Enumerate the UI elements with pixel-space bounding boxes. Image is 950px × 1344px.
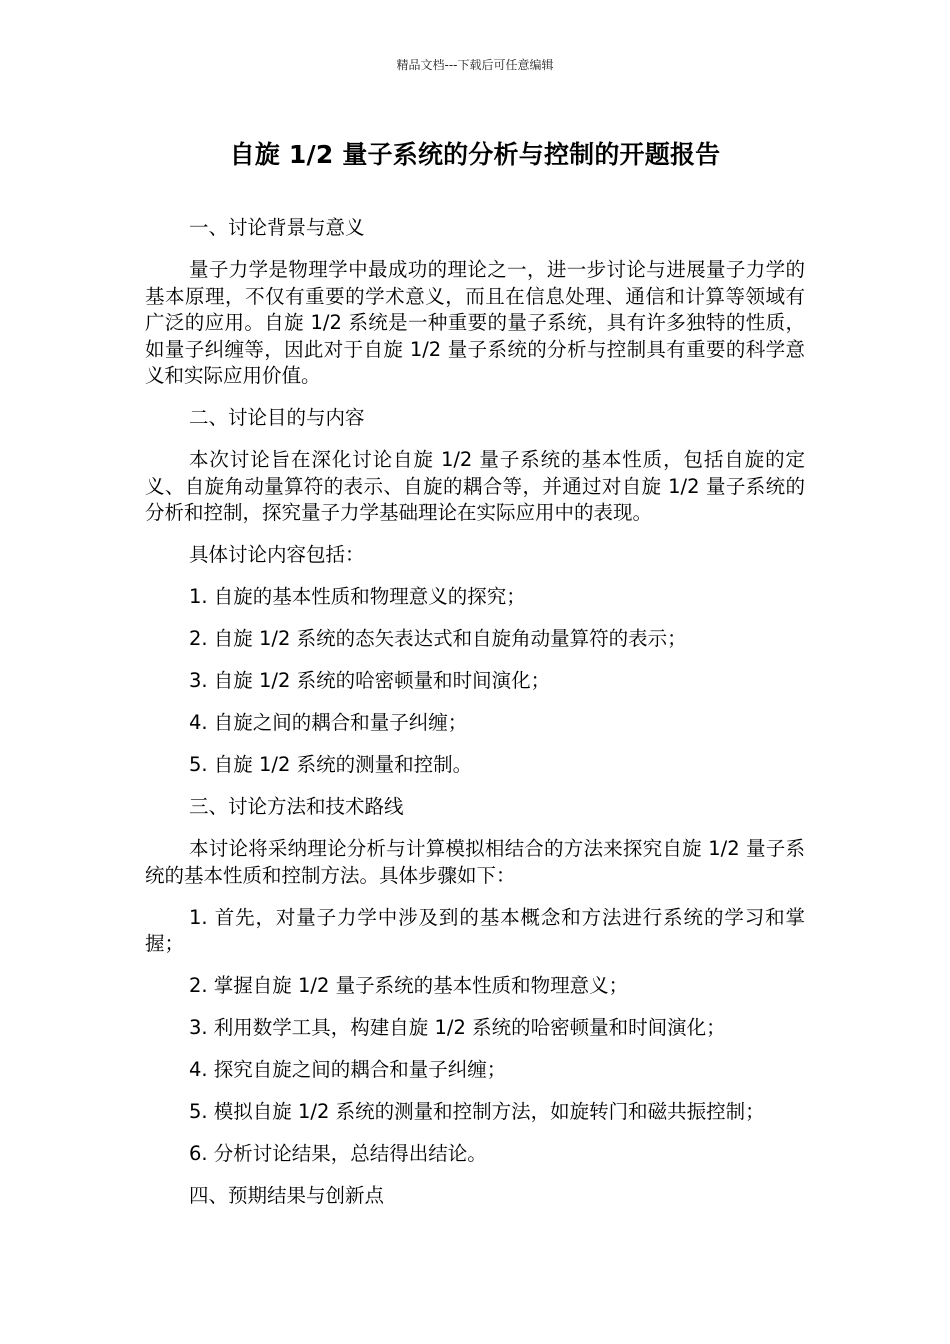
paragraph-objectives: 本次讨论旨在深化讨论自旋 1/2 量子系统的基本性质，包括自旋的定义、自旋角动量算符的表示、自旋的耦合等，并通过对自旋 1/2 量子系统的分析和控制，探究量子力学基础理论在实际应用中的表现。 [145,448,805,524]
list-item-step-5: 5. 模拟自旋 1/2 系统的测量和控制方法，如旋转门和磁共振控制； [189,1100,765,1123]
list-item-step-1: 1. 首先，对量子力学中涉及到的基本概念和方法进行系统的学习和掌握； [145,905,805,955]
list-item-content-1: 1. 自旋的基本性质和物理意义的探究； [189,585,526,608]
paragraph-methods: 本讨论将采纳理论分析与计算模拟相结合的方法来探究自旋 1/2 量子系统的基本性质和控制方法。具体步骤如下： [145,837,805,887]
section-heading-expected-results: 四、预期结果与创新点 [189,1184,385,1207]
list-item-content-2: 2. 自旋 1/2 系统的态矢表达式和自旋角动量算符的表示； [189,627,687,650]
section-heading-methods: 三、讨论方法和技术路线 [189,795,404,818]
section-heading-objectives: 二、讨论目的与内容 [189,406,365,429]
list-item-step-3: 3. 利用数学工具，构建自旋 1/2 系统的哈密顿量和时间演化； [189,1016,726,1039]
list-item-step-2: 2. 掌握自旋 1/2 量子系统的基本性质和物理意义； [189,974,629,997]
section-heading-background: 一、讨论背景与意义 [189,216,365,239]
list-item-step-4: 4. 探究自旋之间的耦合和量子纠缠； [189,1058,507,1081]
page-header-note: 精品文档---下载后可任意编辑 [396,58,554,72]
list-item-step-6: 6. 分析讨论结果，总结得出结论。 [189,1142,487,1165]
paragraph-background: 量子力学是物理学中最成功的理论之一，进一步讨论与进展量子力学的基本原理，不仅有重要的学术意义，而且在信息处理、通信和计算等领域有广泛的应用。自旋 1/2 系统是一种重要的量子系统，具有许多独特的性质，如量子纠缠等，因此对于自旋 1/2 量子系统的分析与控制具有重要的科学意义和实际应用价值。 [145,258,805,387]
list-item-content-5: 5. 自旋 1/2 系统的测量和控制。 [189,753,473,776]
list-item-content-4: 4. 自旋之间的耦合和量子纠缠； [189,711,468,734]
list-item-content-3: 3. 自旋 1/2 系统的哈密顿量和时间演化； [189,669,551,692]
document-body [145,215,805,1225]
paragraph-content-intro: 具体讨论内容包括： [189,543,365,566]
document-title: 自旋 1/2 量子系统的分析与控制的开题报告 [229,140,721,169]
